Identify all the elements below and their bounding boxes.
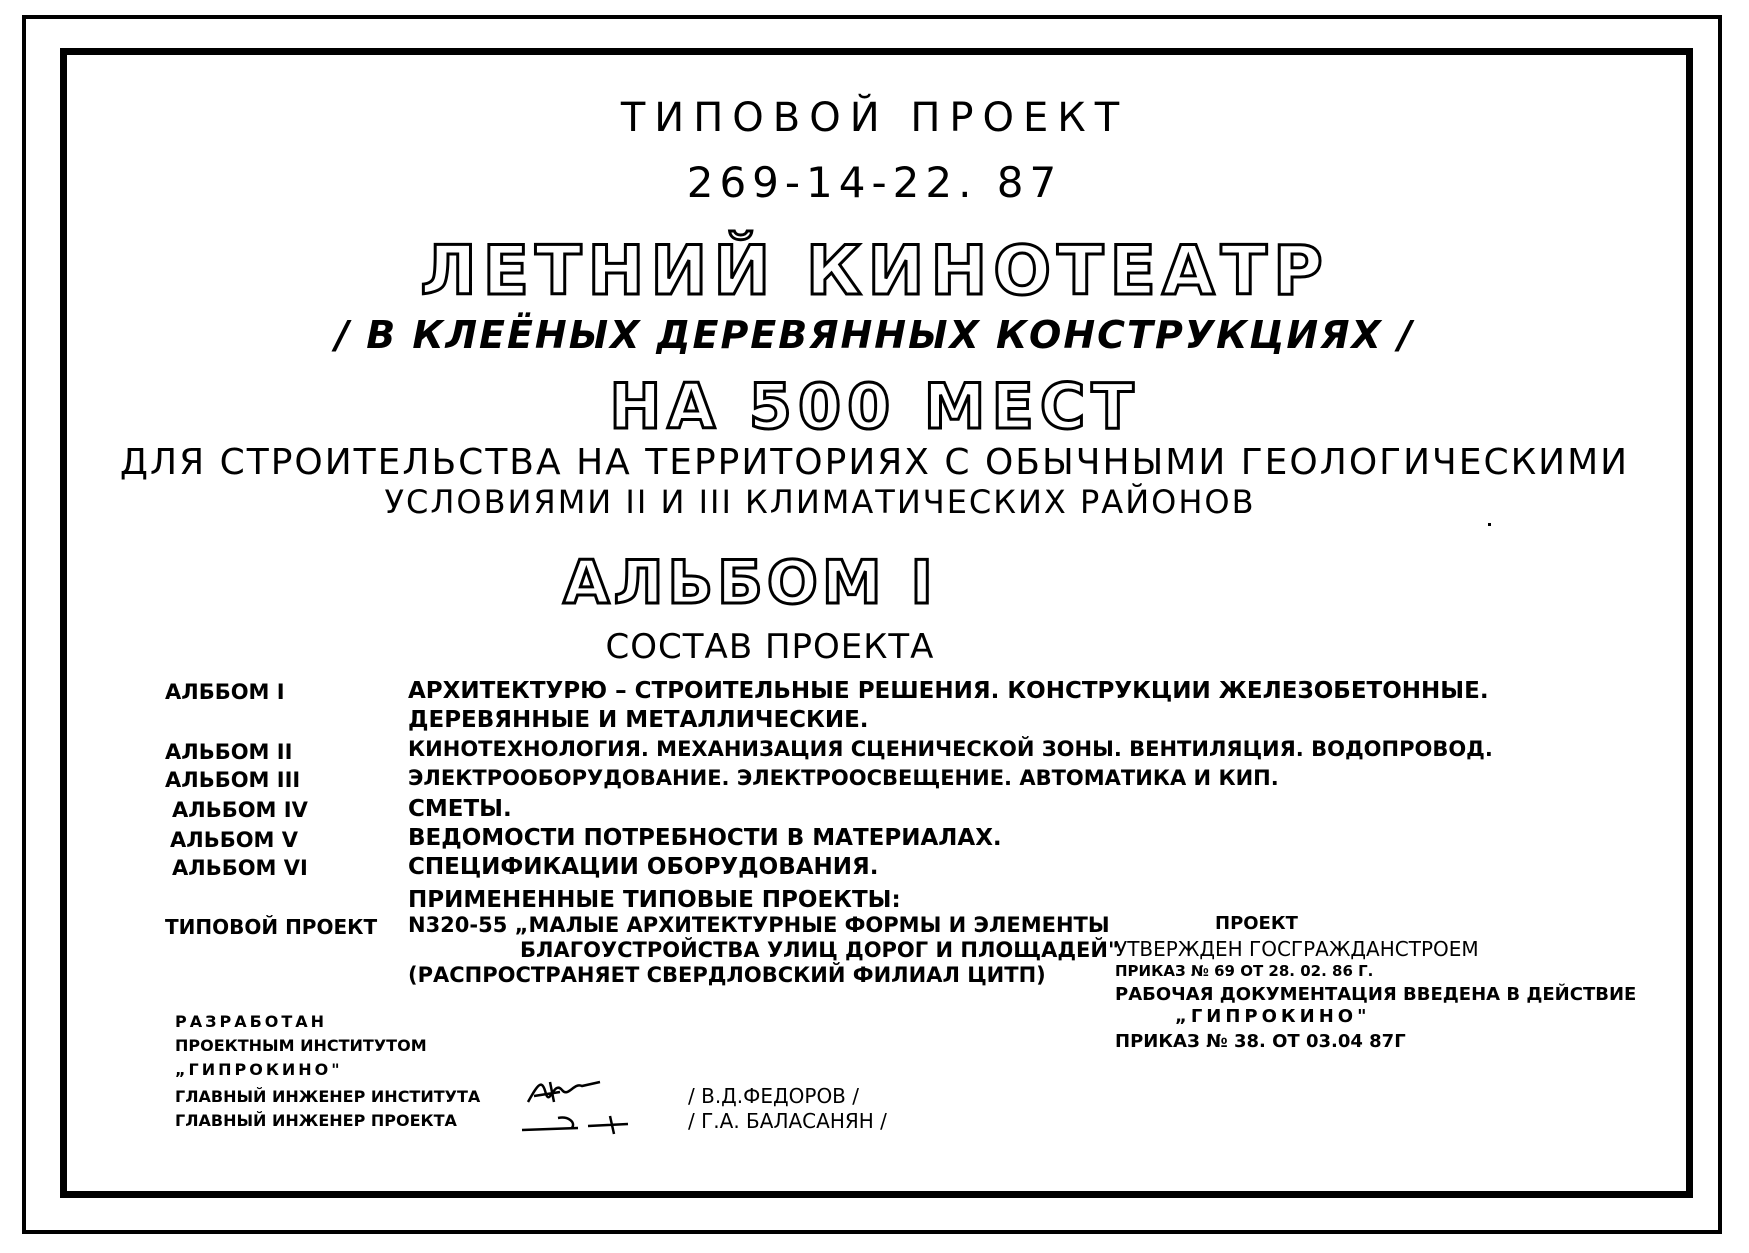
project-kicker: ТИПОВОЙ ПРОЕКТ [620,95,1129,141]
developer-name-1: / В.Д.ФЕДОРОВ / [688,1084,859,1108]
approval-line-1: УТВЕРЖДЕН ГОСГРАЖДАНСТРОЕМ [1115,937,1479,961]
album-label-2: АЛЬБОМ II [165,740,293,764]
developer-name-2: / Г.А. БАЛАСАНЯН / [688,1109,887,1133]
album-text-3: ЭЛЕКТРООБОРУДОВАНИЕ. ЭЛЕКТРООСВЕЩЕНИЕ. АВТОМАТИКА И КИП. [408,766,1279,790]
album-text-6: СПЕЦИФИКАЦИИ ОБОРУДОВАНИЯ. [408,854,879,880]
applied-heading: ПРИМЕНЕННЫЕ ТИПОВЫЕ ПРОЕКТЫ: [408,887,901,913]
applied-line-3: (РАСПРОСТРАНЯЕТ СВЕРДЛОВСКИЙ ФИЛИАЛ ЦИТП) [408,963,1046,987]
album-text-4: СМЕТЫ. [408,796,512,822]
approval-line-3: РАБОЧАЯ ДОКУМЕНТАЦИЯ ВВЕДЕНА В ДЕЙСТВИЕ [1115,984,1637,1005]
album-text-2: КИНОТЕХНОЛОГИЯ. МЕХАНИЗАЦИЯ СЦЕНИЧЕСКОЙ ЗОНЫ. ВЕНТИЛЯЦИЯ. ВОДОПРОВОД. [408,737,1493,761]
album-text-5: ВЕДОМОСТИ ПОТРЕБНОСТИ В МАТЕРИАЛАХ. [408,825,1002,851]
approval-line-2: ПРИКАЗ № 69 ОТ 28. 02. 86 Г. [1115,962,1374,980]
applied-line-1: N320-55 „МАЛЫЕ АРХИТЕКТУРНЫЕ ФОРМЫ И ЭЛЕМЕНТЫ [408,913,1110,937]
applied-line-2: БЛАГОУСТРОЙСТВА УЛИЦ ДОРОГ И ПЛОЩАДЕЙ" [520,938,1119,962]
composition-heading: СОСТАВ ПРОЕКТА [605,627,935,667]
applied-label: ТИПОВОЙ ПРОЕКТ [165,915,378,939]
purpose-line-2: УСЛОВИЯМИ II И III КЛИМАТИЧЕСКИХ РАЙОНОВ [384,483,1256,521]
developer-line-2: ПРОЕКТНЫМ ИНСТИТУТОМ [175,1036,427,1055]
document-subtitle: / В КЛЕЁНЫХ ДЕРЕВЯННЫХ КОНСТРУКЦИЯХ / [335,313,1414,357]
developer-line-1: РАЗРАБОТАН [175,1012,328,1031]
developer-line-3: „ГИПРОКИНО" [175,1060,343,1079]
album-text-1b: ДЕРЕВЯННЫЕ И МЕТАЛЛИЧЕСКИЕ. [408,707,869,733]
approval-line-5: ПРИКАЗ № 38. ОТ 03.04 87Г [1115,1031,1406,1052]
album-title: АЛЬБОМ I [563,548,937,618]
album-label-4: АЛЬБОМ IV [172,798,308,822]
album-text-1: АРХИТЕКТУРЮ – СТРОИТЕЛЬНЫЕ РЕШЕНИЯ. КОНСТРУКЦИИ ЖЕЛЕЗОБЕТОННЫЕ. [408,678,1489,704]
document-title: ЛЕТНИЙ КИНОТЕАТР [420,232,1329,311]
approval-line-4: „ГИПРОКИНО" [1175,1006,1371,1027]
project-number: 269-14-22. 87 [686,158,1063,207]
stray-dot [1488,523,1491,526]
developer-role-2: ГЛАВНЫЙ ИНЖЕНЕР ПРОЕКТА [175,1111,457,1130]
developer-role-1: ГЛАВНЫЙ ИНЖЕНЕР ИНСТИТУТА [175,1087,481,1106]
signature-2-icon [518,1110,648,1140]
seats-title: НА 500 МЕСТ [609,370,1140,443]
purpose-line-1: ДЛЯ СТРОИТЕЛЬСТВА НА ТЕРРИТОРИЯХ С ОБЫЧНЫМИ ГЕОЛОГИЧЕСКИМИ [119,442,1630,483]
approval-heading: ПРОЕКТ [1215,913,1298,934]
album-label-3: АЛЬБОМ III [165,768,301,792]
album-label-6: АЛЬБОМ VI [172,856,308,880]
album-label-5: АЛЬБОМ V [170,828,299,852]
album-label-1: АЛББОМ I [165,680,285,704]
